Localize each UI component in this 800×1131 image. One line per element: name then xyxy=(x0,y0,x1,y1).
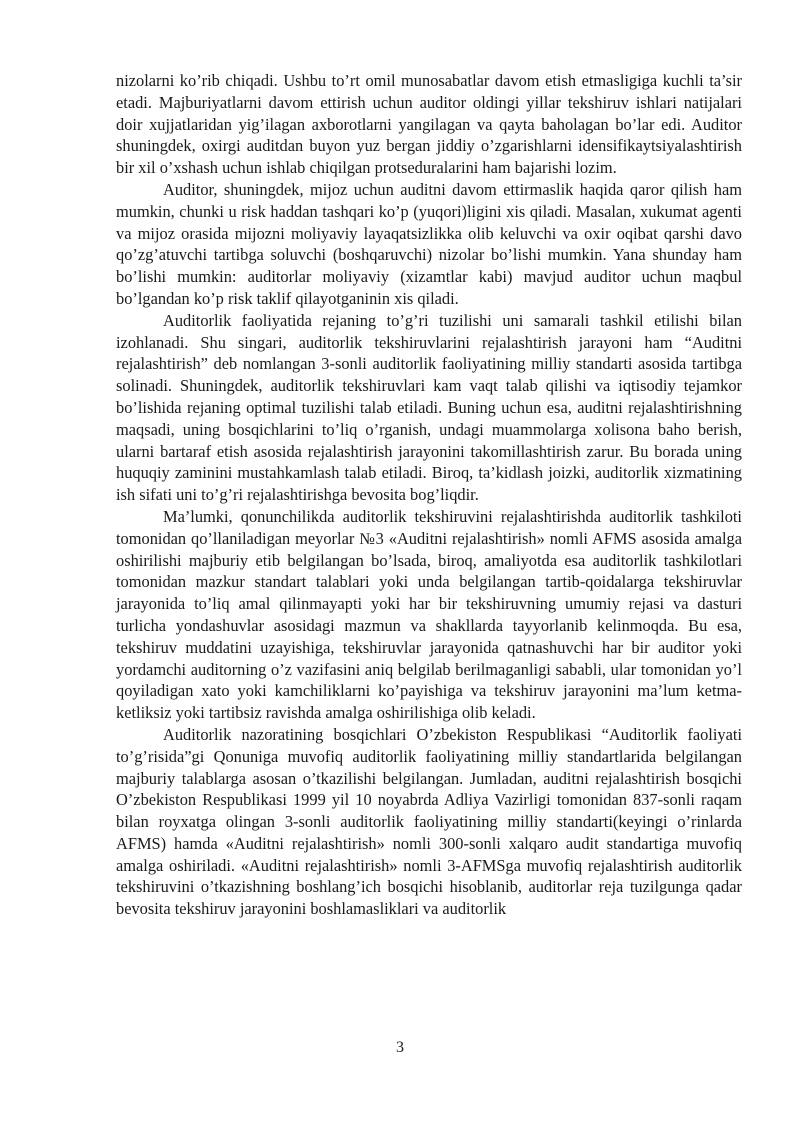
paragraph-3: Auditorlik faoliyatida rejaning to’g’ri tuzilishi uni samarali tashkil etilishi bilan izohlanadi. Shu singari, auditorlik tekshiruvlarini rejalashtirish jarayoni ham “Auditni rejalashtirish” deb nomlangan 3-sonli auditorlik faoliyatining milliy standarti asosida tartibga solinadi. Shuningdek, auditorlik tekshiruvlari kam vaqt talab qilishi va iqtisodiy tejamkor bo’lishida rejaning optimal tuzilishi talab etiladi. Buning uchun esa, auditni rejalashtirishning maqsadi, uning bosqichlarini to’liq o’rganish, undagi muammolarga xolisona baho berish, ularni bartaraf etish asosida rejalashtirish jarayonini takomillashtirish zarur. Bu borada uning huquqiy zaminini mustahkamlash talab etiladi. Biroq, ta’kidlash joizki, auditorlik xizmatining ish sifati uni to’g’ri rejalashtirishga bevosita bog’liqdir. xyxy=(116,310,742,505)
document-page xyxy=(116,70,742,920)
paragraph-2: Auditor, shuningdek, mijoz uchun auditni davom ettirmaslik haqida qaror qilish ham mumkin, chunki u risk haddan tashqari ko’p (yuqori)ligini xis qiladi. Masalan, xukumat agenti va mijoz orasida mijozni moliyaviy layaqatsizlikka olib keluvchi va oxir oqibat qarshi davo qo’zg’atuvchi tartibga soluvchi (boshqaruvchi) nizolar bo’lishi mumkin. Yana shunday ham bo’lishi mumkin: auditorlar moliyaviy (xizamtlar kabi) mavjud auditor uchun maqbul bo’lgandan ko’p risk taklif qilayotganinin xis qiladi. xyxy=(116,179,742,308)
paragraph-1: nizolarni ko’rib chiqadi. Ushbu to’rt omil munosabatlar davom etish etmasligiga kuchli ta’sir etadi. Majburiyatlarni davom ettirish uchun auditor oldingi yillar tekshiruv ishlari natijalari doir xujjatlaridan yig’ilagan axborotlarni yangilagan va qayta baholagan bo’lar edi. Auditor shuningdek, oxirgi auditdan buyon yuz bergan jiddiy o’zgarishlarni idensifikaytsiyalashtirish bir xil o’xshash uchun ishlab chiqilgan protseduralarini ham bajarishi lozim. xyxy=(116,71,742,178)
paragraph-4: Ma’lumki, qonunchilikda auditorlik tekshiruvini rejalashtirishda auditorlik tashkiloti tomonidan qo’llaniladigan meyorlar №3 «Auditni rejalashtirish» nomli AFMS asosida amalga oshirilishi majburiy etib belgilangan bo’lsada, biroq, amaliyotda esa auditorlik tashkilotlari tomonidan mazkur standart talablari yoki unda belgilangan tartib-qoidalarga tekshiruvlar jarayonida to’liq amal qilinmayapti yoki har bir tekshiruvning umumiy rejasi va dasturi turlicha yondashuvlar asosidagi mazmun va shakllarda tayyorlanib kelinmoqda. Bu esa, tekshiruv muddatini uzayishiga, tekshiruvlar jarayonida qatnashuvchi har bir auditor yoki yordamchi auditorning o’z vazifasini aniq belgilab berilmaganligi sababli, ular tomonidan yo’l qoyiladigan xato yoki kamchiliklarni ko’payishiga va tekshiruv jarayonini ma’lum ketma-ketliksiz yoki tartibsiz ravishda amalga oshirilishiga olib keladi. xyxy=(116,506,742,723)
page-number: 3 xyxy=(396,1039,404,1056)
paragraph-5: Auditorlik nazoratining bosqichlari O’zbekiston Respublikasi “Auditorlik faoliyati to’g’risida”gi Qonuniga muvofiq auditorlik faoliyatining milliy standartlarida belgilangan majburiy talablarga asosan o’tkazilishi belgilangan. Jumladan, auditni rejalashtirish bosqichi O’zbekiston Respublikasi 1999 yil 10 noyabrda Adliya Vazirligi tomonidan 837-sonli raqam bilan royxatga olingan 3-sonli auditorlik faoliyatining milliy standarti(keyingi o’rinlarda AFMS) hamda «Auditni rejalashtirish» nomli 300-sonli xalqaro audit standartiga muvofiq amalga oshiriladi. «Auditni rejalashtirish» nomli 3-AFMSga muvofiq rejalashtirish auditorlik tekshiruvini o’tkazishning boshlang’ich bosqichi hisoblanib, auditorlar reja tuzilgunga qadar bevosita tekshiruv jarayonini boshlamasliklari va auditorlik xyxy=(116,724,742,919)
